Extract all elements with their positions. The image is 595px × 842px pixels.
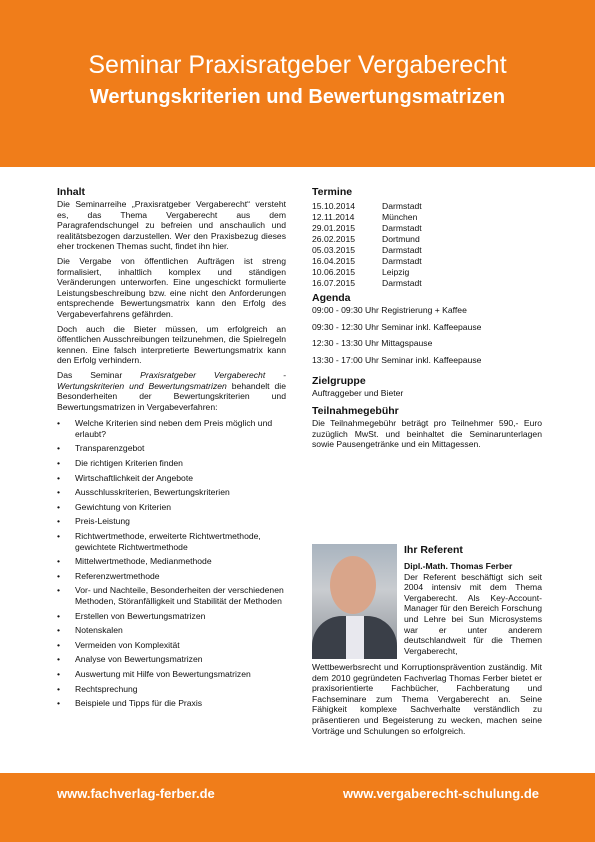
footer-link-fachverlag[interactable]: www.fachverlag-ferber.de	[57, 786, 215, 801]
agenda-heading: Agenda	[312, 292, 351, 304]
list-item: • Analyse von Bewertungsmatrizen	[57, 654, 286, 665]
table-row	[312, 245, 422, 256]
inhalt-paragraph-4	[57, 370, 286, 412]
table-row	[312, 234, 422, 245]
agenda-item: 13:30 - 17:00 Uhr Seminar inkl. Kaffeepause	[312, 354, 482, 365]
referent-photo	[312, 544, 397, 659]
zielgruppe-text: Auftraggeber und Bieter	[312, 388, 404, 399]
table-row	[312, 201, 422, 212]
page-subtitle: Wertungskriterien und Bewertungsmatrizen	[89, 86, 506, 108]
termine-date: 15.10.2014	[312, 201, 356, 212]
list-item: • Notenskalen	[57, 625, 286, 636]
termine-city: Darmstadt	[382, 245, 422, 256]
footer-banner	[0, 773, 595, 842]
referent-text-side: Der Referent beschäftigt sich seit 2004 intensiv mit dem Thema Vergaberecht. Als Key-Account-Manager für den Bereich Forschung und Lehre bei Sun Microsystems war er unter anderem deutschlandweit für die Themen Vergaberecht,	[404, 571, 542, 656]
termine-date: 12.11.2014	[312, 212, 355, 223]
table-row	[312, 256, 422, 267]
termine-city: Leipzig	[382, 267, 410, 278]
page-title: Seminar Praxisratgeber Vergaberecht	[88, 51, 507, 79]
inhalt-p4-end: behandelt die Besonderheiten der Bewertungskriterien und Bewertungsmatrizen in Vergabeverfahren:	[57, 380, 286, 412]
table-row	[312, 267, 422, 278]
list-item: • Preis-Leistung	[57, 516, 286, 527]
termine-city: Dortmund	[382, 234, 420, 245]
inhalt-section	[57, 186, 286, 713]
gebuehr-text: Die Teilnahmegebühr beträgt pro Teilnehmer 590,- Euro zuzüglich MwSt. und beinhaltet die Seminarunterlagen sowie Pausengetränke und ein Mittagessen.	[312, 417, 542, 450]
list-item: • Transparenzgebot	[57, 443, 286, 454]
termine-date: 05.03.2015	[312, 245, 356, 256]
list-item: • Richtwertmethode, erweiterte Richtwertmethode, gewichtete Richtwertmethode	[57, 531, 286, 552]
photo-face-shape	[330, 556, 376, 614]
zielgruppe-heading: Zielgruppe	[312, 375, 366, 388]
agenda-item: 12:30 - 13:30 Uhr Mittagspause	[312, 338, 433, 349]
list-item: • Vermeiden von Komplexität	[57, 640, 286, 651]
inhalt-heading: Inhalt	[57, 186, 85, 198]
table-row	[312, 278, 422, 289]
termine-date: 26.02.2015	[312, 234, 356, 245]
referent-text-below: Wettbewerbsrecht und Korruptionsprävention zuständig. Mit dem 2010 gegründeten Fachverlag Thomas Ferber bietet er praxisorientierte Fachbücher, Fachberatung und Fachseminare zum Thema Vergaberecht an. Seine Fähigkeit komplexe Sachverhalte verständlich zu präsentieren und Begeisterung zu wecken, machen seine Vorträge und Schulungen so erfolgreich.	[312, 662, 542, 736]
list-item: • Auswertung mit Hilfe von Bewertungsmatrizen	[57, 669, 286, 680]
list-item: • Die richtigen Kriterien finden	[57, 458, 286, 469]
agenda-list	[312, 305, 542, 365]
termine-table	[312, 201, 422, 289]
termine-city: Darmstadt	[382, 256, 422, 267]
footer-link-schulung[interactable]: www.vergaberecht-schulung.de	[342, 786, 539, 801]
termine-city: München	[382, 212, 418, 223]
list-item: • Ausschlusskriterien, Bewertungskriterien	[57, 487, 286, 498]
gebuehr-heading: Teilnahmegebühr	[312, 404, 399, 417]
termine-city: Darmstadt	[382, 278, 422, 289]
photo-shirt-shape	[346, 616, 364, 659]
termine-date: 16.04.2015	[312, 256, 356, 267]
referent-heading: Ihr Referent	[404, 544, 463, 556]
agenda-item: 09:00 - 09:30 Uhr Registrierung + Kaffee	[312, 305, 467, 315]
inhalt-paragraph-2: Die Vergabe von öffentlichen Aufträgen ist streng formalisiert, inhaltlich komplex und ständigen Veränderungen unterworfen. Eine ungeschickt formulierte Leistungsbeschreibung bzw. eine nicht den Anforderungen entsprechende Bewertungsmatrix kann den Erfolg des Vergabeverfahrens gefährden.	[57, 255, 286, 319]
referent-name: Dipl.-Math. Thomas Ferber	[404, 561, 513, 571]
termine-city: Darmstadt	[382, 223, 422, 234]
header-banner	[0, 0, 595, 167]
table-row	[312, 212, 422, 223]
inhalt-paragraph-3: Doch auch die Bieter müssen, um erfolgreich an öffentlichen Ausschreibungen teilzunehmen, die Spielregeln kennen. Eine falsch interpretierte Bewertungsmatrix kann den Erfolg verhindern.	[57, 323, 286, 366]
list-item: • Erstellen von Bewertungsmatrizen	[57, 611, 286, 622]
right-column	[312, 186, 542, 454]
termine-date: 10.06.2015	[312, 267, 356, 278]
referent-section	[404, 544, 542, 660]
list-item: • Referenzwertmethode	[57, 571, 286, 582]
topic-list	[57, 418, 286, 708]
inhalt-p4-italic: Praxisratgeber Vergaberecht - Wertungskriterien und Bewertungsmatrizen	[57, 369, 286, 391]
agenda-item: 09:30 - 12:30 Uhr Seminar inkl. Kaffeepause	[312, 321, 482, 332]
termine-city: Darmstadt	[382, 201, 422, 212]
list-item: • Beispiele und Tipps für die Praxis	[57, 698, 286, 709]
list-item: • Wirtschaftlichkeit der Angebote	[57, 473, 286, 484]
table-row	[312, 223, 422, 234]
list-item: • Rechtsprechung	[57, 684, 286, 695]
list-item: • Vor- und Nachteile, Besonderheiten der verschiedenen Methoden, Störanfälligkeit und Stabilität der Methoden	[57, 585, 286, 606]
inhalt-p4-start: Das Seminar	[57, 369, 141, 380]
list-item: • Mittelwertmethode, Medianmethode	[57, 556, 286, 567]
termine-date: 29.01.2015	[312, 223, 356, 234]
termine-heading: Termine	[312, 186, 353, 198]
list-item: • Gewichtung von Kriterien	[57, 502, 286, 513]
termine-date: 16.07.2015	[312, 278, 356, 289]
inhalt-paragraph-1: Die Seminarreihe „Praxisratgeber Vergaberecht“ versteht es, das Thema Vergaberecht aus dem Paragrafendschungel zu befreien und anschaulich und realitätsbezogen darzustellen. Wer den Praxisbezug dieses eher trockenen Themas sucht, findet ihn hier.	[57, 199, 286, 252]
list-item: • Welche Kriterien sind neben dem Preis möglich und erlaubt?	[57, 418, 286, 439]
